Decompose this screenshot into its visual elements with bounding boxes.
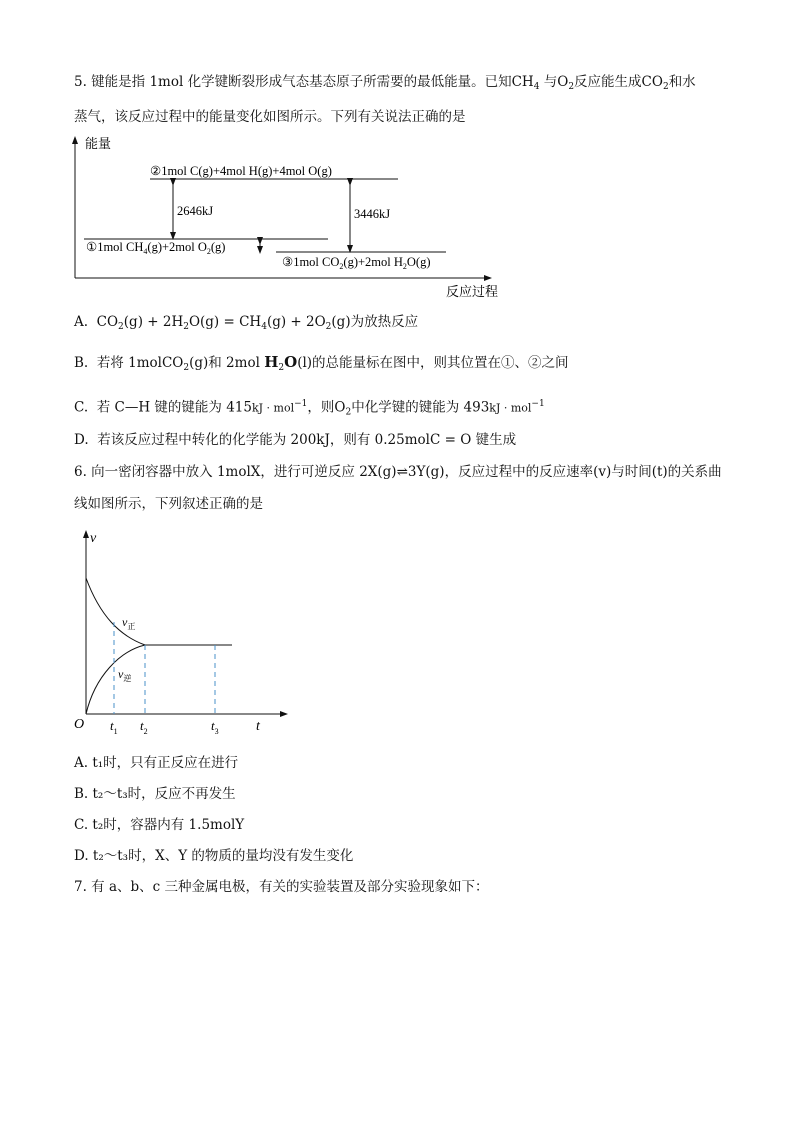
q6-option-c[interactable]: C. t₂时，容器内有 1.5molY [74,817,245,833]
level-1-label: ①1mol $CH_4(g)+2mol$ $O_2(g)$ [86,240,226,256]
t2-label: $t_2$ [140,718,148,736]
q5-option-c[interactable]: C. 若 C—H 键的键能为 415kJ · mol$^{-1}$，则$O_2$中化学键的键能为 493kJ · mol$^{-1}$ [74,399,545,418]
q5-option-d[interactable]: D. 若该反应过程中转化的化学能为 200kJ，则有 0.25molC = O 键生成 [74,432,517,448]
t1-label: $t_1$ [110,718,118,736]
v-forward-curve [86,578,145,645]
v-forward-label: $v_正$ [122,615,136,631]
q6-stem-line1: 6. 向一密闭容器中放入 1molX，进行可逆反应 2X(g)⇌3Y(g)，反应过程中的反应速率(v)与时间(t)的关系曲 [74,464,722,480]
rate-x-label: t [256,719,260,734]
q6-option-b[interactable]: B. t₂～t₃时，反应不再发生 [74,786,236,802]
q6-rate-graph [0,526,794,741]
energy-x-label: 反应过程 [446,284,499,299]
level-3-label: ③1mol $CO_2(g)+2mol$ $H_2O(g)$ [282,255,431,271]
gap-3446-label: 3446kJ [354,207,391,221]
q6-stem-line2: 线如图所示，下列叙述正确的是 [74,496,263,512]
energy-y-label: 能量 [85,136,112,151]
q5-option-a[interactable]: A. $CO_2(g) + 2H_2O(g) = CH_4(g) + 2O_2(g)$为放热反应 [74,314,419,332]
q5-stem-line2: 蒸气，该反应过程中的能量变化如图所示。下列有关说法正确的是 [74,109,466,125]
v-reverse-curve [86,645,145,714]
level-2-label: ②1mol C(g)+4mol H(g)+4mol O(g) [150,164,332,178]
q5-energy-diagram [0,132,794,302]
v-reverse-label: $v_逆$ [118,667,132,683]
t3-label: $t_3$ [211,718,219,736]
q6-option-d[interactable]: D. t₂～t₃时，X、Y 的物质的量均没有发生变化 [74,848,354,864]
q5-option-b[interactable]: B. 若将 1molCO$_2$(g)和 2mol $H_2O(l)$的总能量标在图中，则其位置在①、②之间 [74,353,569,373]
q5-stem-line1: 5. 键能是指 1mol 化学键断裂形成气态基态原子所需要的最低能量。已知$CH_4$ 与$O_2$反应能生成$CO_2$和水 [74,74,696,92]
origin-label: O [74,717,85,732]
q6-option-a[interactable]: A. t₁时，只有正反应在进行 [74,755,239,771]
q7-stem-line1: 7. 有 a、b、c 三种金属电极，有关的实验装置及部分实验现象如下： [74,879,489,895]
gap-2646-label: 2646kJ [177,204,214,218]
rate-y-label: v [90,531,97,546]
